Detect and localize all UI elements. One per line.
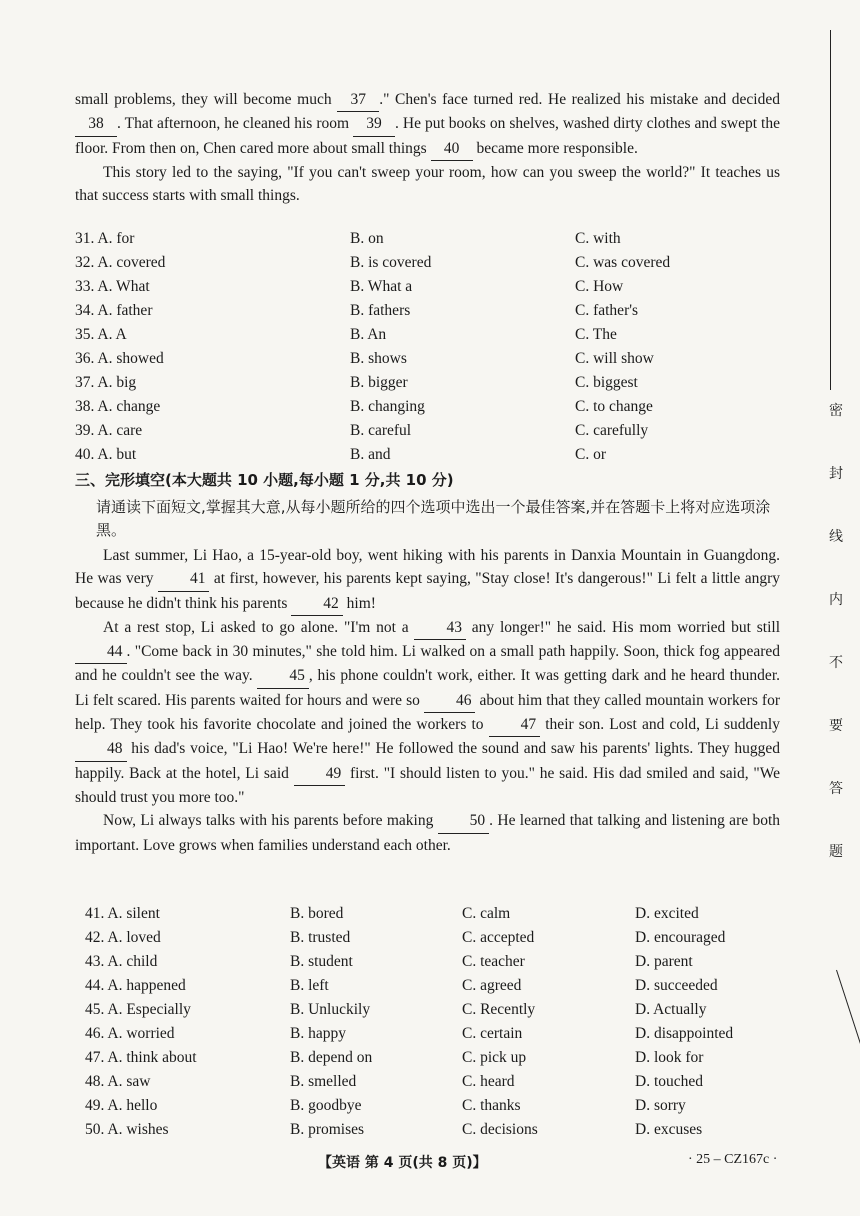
options-41-50: [75, 905, 775, 1145]
option-row: 36. A. showed B. shows C. will show: [75, 350, 654, 367]
blank-45: 45: [257, 664, 309, 688]
section-instruction: 请通读下面短文,掌握其大意,从每小题所给的四个选项中选出一个最佳答案,并在答题卡上将对应选项涂黑。: [96, 498, 771, 539]
blank-41: 41: [158, 567, 210, 591]
cloze-paragraph-3: Now, Li always talks with his parents before making 50 . He learned that talking and listening are both important. Love grows when families understand each other.: [75, 809, 780, 857]
option-row: 37. A. big B. bigger C. biggest: [75, 374, 638, 391]
option-row: 35. A. A B. An C. The: [75, 326, 617, 343]
passage-top-paragraph-2: This story led to the saying, "If you can't sweep your room, how can you sweep the world?" It teaches us that success starts with small things.: [75, 163, 780, 205]
passage-cloze: [75, 544, 780, 857]
blank-44: 44: [75, 640, 127, 664]
binding-line: [830, 30, 831, 390]
exam-code: · 25 – CZ167c ·: [688, 1152, 778, 1167]
option-row: 45. A. Especially B. Unluckily C. Recently D. Actually: [85, 1001, 707, 1018]
option-row: 48. A. saw B. smelled C. heard D. touched: [85, 1073, 704, 1090]
option-row: 46. A. worried B. happy C. certain D. disappointed: [85, 1025, 734, 1042]
blank-43: 43: [414, 616, 466, 640]
cloze-paragraph-1: Last summer, Li Hao, a 15-year-old boy, went hiking with his parents in Danxia Mountain in Guangdong. He was very 41 at first, however, his parents kept saying, "Stay close! It's dangerous!" Li felt a little angry because he didn't think his parents 42 him!: [75, 544, 780, 616]
blank-40: 40: [431, 137, 473, 161]
blank-50: 50: [438, 809, 490, 833]
option-row: 50. A. wishes B. promises C. decisions D. excuses: [85, 1121, 703, 1138]
blank-42: 42: [291, 592, 343, 616]
page-footer: 【英语 第 4 页(共 8 页)】: [318, 1155, 487, 1171]
blank-48: 48: [75, 737, 127, 761]
blank-38: 38: [75, 112, 117, 136]
blank-39: 39: [353, 112, 395, 136]
cloze-paragraph-2: At a rest stop, Li asked to go alone. "I'm not a 43 any longer!" he said. His mom worried but still 44 . "Come back in 30 minutes," she told him. Li walked on a small path happily. Soon, thick fog appeared and he couldn't see the way. 45 , his phone couldn't work, either. It was getting dark and he heard thunder. Li felt scared. His parents waited for hours and were so 46 about him that they called mountain workers for help. They took his favorite chocolate and joined the workers to 47 their son. Lost and cold, Li suddenly 48 his dad's voice, "Li Hao! We're here!" He followed the sound and saw his parents' lights. They hugged happily. Back at the hotel, Li said 49 first. "I should listen to you." he said. His dad smiled and said, "We should trust you more too.": [75, 616, 780, 809]
option-row: 31. A. for B. on C. with: [75, 230, 621, 247]
option-row: 47. A. think about B. depend on C. pick up D. look for: [85, 1049, 704, 1066]
blank-46: 46: [424, 689, 476, 713]
blank-37: 37: [337, 88, 379, 112]
page-edge-line: [836, 970, 860, 1113]
blank-49: 49: [294, 762, 346, 786]
passage-top-paragraph-1: small problems, they will become much 37 ." Chen's face turned red. He realized his mistake and decided 38 . That afternoon, he cleaned his room 39 . He put books on shelves, washed dirty clothes and swept the floor. From then on, Chen cared more about small things 40 became more responsible.: [75, 88, 780, 161]
option-row: 49. A. hello B. goodbye C. thanks D. sorry: [85, 1097, 686, 1114]
option-row: 43. A. child B. student C. teacher D. parent: [85, 953, 693, 970]
binding-margin-text: 密 封 线 内 不 要 答 题: [829, 403, 843, 860]
option-row: 34. A. father B. fathers C. father's: [75, 302, 639, 319]
section-heading: 三、完形填空(本大题共 10 小题,每小题 1 分,共 10 分): [75, 471, 454, 489]
passage-top: [75, 88, 780, 207]
blank-47: 47: [489, 713, 541, 737]
option-row: 32. A. covered B. is covered C. was covered: [75, 254, 671, 271]
option-row: 42. A. loved B. trusted C. accepted D. encouraged: [85, 929, 726, 946]
option-row: 44. A. happened B. left C. agreed D. succeeded: [85, 977, 718, 994]
options-31-40: [75, 230, 775, 470]
option-row: 33. A. What B. What a C. How: [75, 278, 624, 295]
option-row: 38. A. change B. changing C. to change: [75, 398, 653, 415]
option-row: 41. A. silent B. bored C. calm D. excited: [85, 905, 699, 922]
option-row: 39. A. care B. careful C. carefully: [75, 422, 649, 439]
option-row: 40. A. but B. and C. or: [75, 446, 606, 463]
